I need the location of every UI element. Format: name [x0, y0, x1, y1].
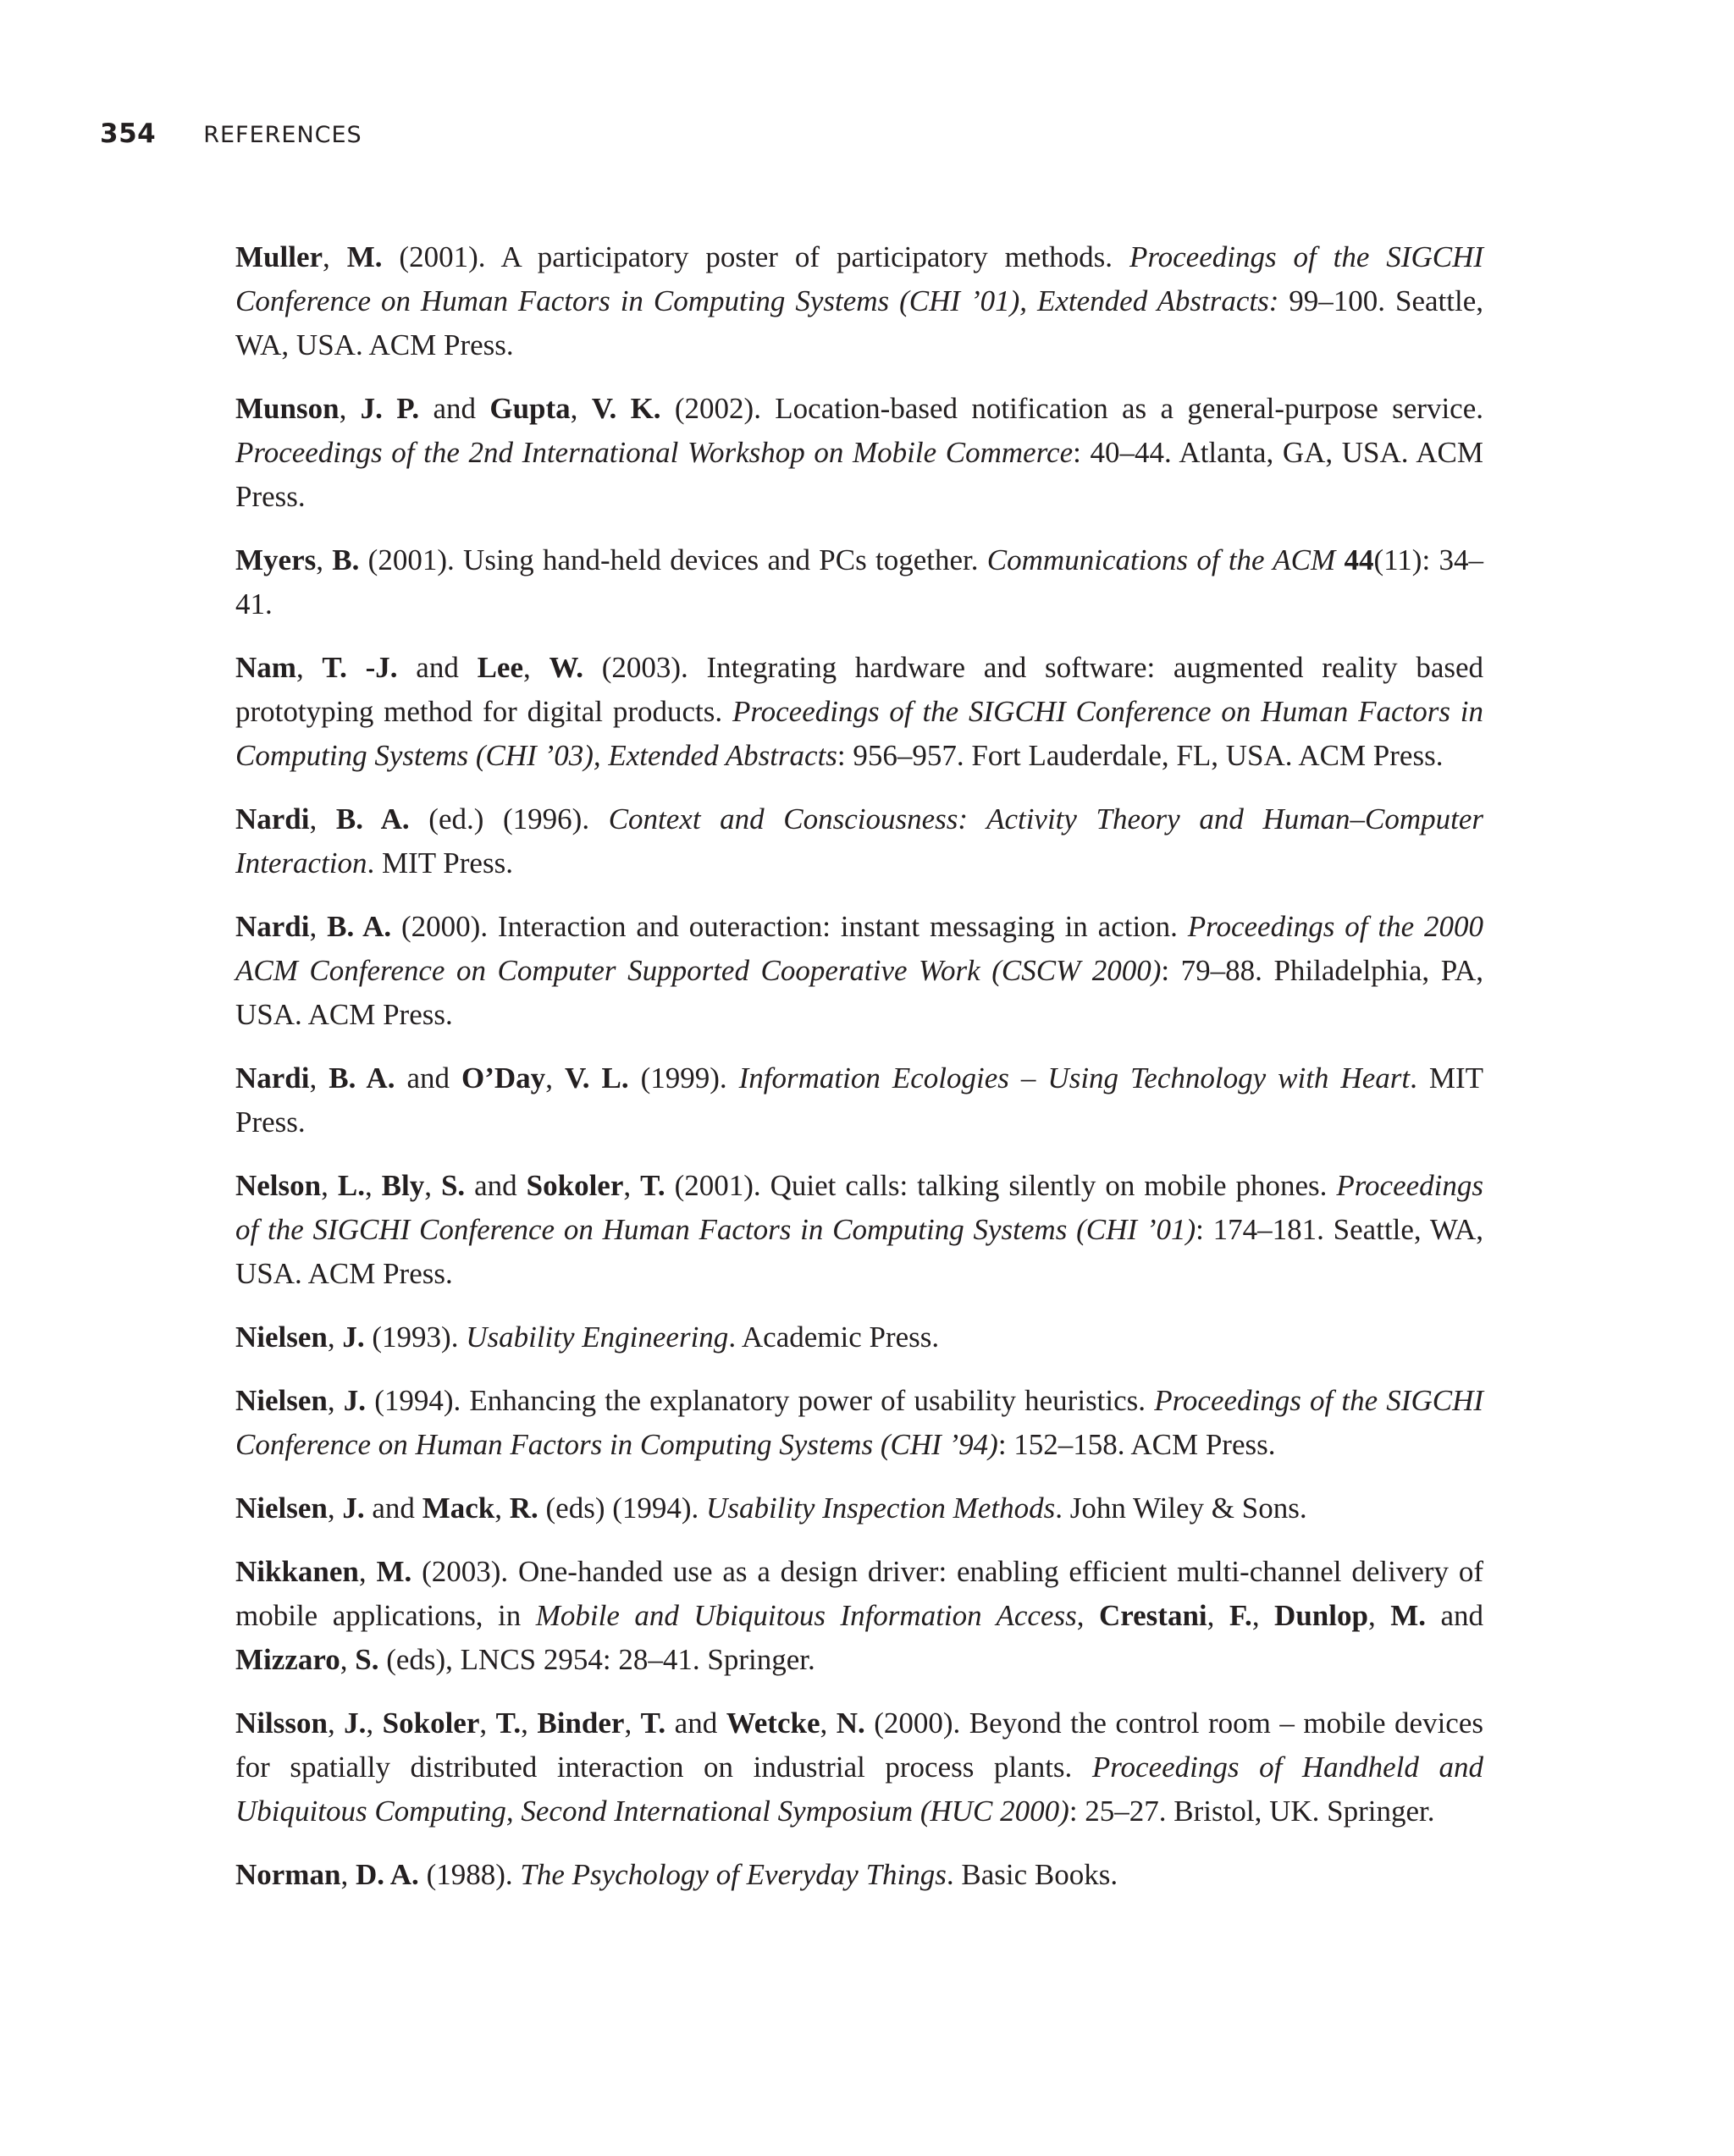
- reference-text: (2001). Using hand-held devices and PCs together.: [359, 543, 987, 576]
- reference-entry: [235, 1315, 1483, 1359]
- author-name: Munson: [235, 392, 340, 425]
- author-name: T. -J.: [322, 651, 398, 684]
- reference-text: : 956–957. Fort Lauderdale, FL, USA. ACM Press.: [837, 739, 1444, 772]
- author-name: J.: [342, 1321, 365, 1354]
- reference-text: ,: [316, 543, 333, 576]
- reference-text: (1988).: [418, 1858, 521, 1891]
- author-name: Myers: [235, 543, 317, 576]
- section-title: REFERENCES: [203, 122, 362, 148]
- reference-text: ,: [321, 1169, 338, 1202]
- author-name: Gupta: [489, 392, 571, 425]
- reference-entry: [235, 387, 1483, 519]
- author-name: Nardi: [235, 1061, 310, 1095]
- author-name: Nielsen: [235, 1492, 328, 1525]
- author-name: S.: [355, 1643, 379, 1676]
- author-name: R.: [509, 1492, 538, 1525]
- reference-entry: [235, 538, 1483, 626]
- author-name: Nikkanen: [235, 1555, 359, 1588]
- publication-title: Usability Inspection Methods: [706, 1492, 1056, 1525]
- reference-text: (1999).: [628, 1061, 739, 1095]
- publication-title: Context and Consciousness: Activity Theory and Human–Computer Interaction: [235, 802, 1484, 879]
- reference-text: ,: [339, 392, 361, 425]
- reference-text: [1335, 543, 1344, 576]
- reference-text: : 25–27. Bristol, UK. Springer.: [1069, 1795, 1435, 1828]
- reference-text: and: [465, 1169, 527, 1202]
- reference-text: ,: [309, 802, 336, 835]
- reference-text: ,: [327, 1707, 345, 1740]
- reference-list: [235, 235, 1483, 1916]
- reference-entry: [235, 1550, 1483, 1682]
- author-name: M.: [1390, 1599, 1426, 1632]
- reference-text: and: [419, 392, 490, 425]
- publication-title: Proceedings of the 2nd International Workshop on Mobile Commerce: [235, 436, 1074, 469]
- publication-title: Communications of the ACM: [986, 543, 1336, 576]
- publication-title: Usability Engineering: [466, 1321, 729, 1354]
- reference-entry: [235, 646, 1483, 778]
- reference-text: 99–100. Seattle, WA, USA. ACM Press.: [235, 284, 1483, 361]
- publication-title: Proceedings of the SIGCHI Conference on Human Factors in Computing Systems (CHI ’94): [235, 1384, 1484, 1461]
- reference-text: and: [665, 1707, 726, 1740]
- reference-text: ,: [309, 1061, 329, 1095]
- reference-text: ,: [295, 651, 323, 684]
- reference-text: ,: [323, 240, 347, 273]
- reference-text: ,: [309, 910, 328, 943]
- reference-text: : 79–88. Philadelphia, PA, USA. ACM Press.: [235, 954, 1484, 1031]
- reference-text: ,: [545, 1061, 565, 1095]
- reference-text: (2002). Location-based notification as a general-purpose service.: [660, 392, 1483, 425]
- reference-text: (2001). Quiet calls: talking silently on mobile phones.: [665, 1169, 1337, 1202]
- publication-title: Proceedings of the SIGCHI Conference on Human Factors in Computing Systems (CHI ’03), Extended Abstracts: [235, 695, 1484, 772]
- author-name: N.: [836, 1707, 865, 1740]
- author-name: D. A.: [355, 1858, 419, 1891]
- reference-text: . Academic Press.: [728, 1321, 940, 1354]
- publication-title: Information Ecologies – Using Technology with Heart: [738, 1061, 1411, 1095]
- author-name: T.: [640, 1169, 665, 1202]
- author-name: Binder: [537, 1707, 625, 1740]
- reference-text: (ed.) (1996).: [409, 802, 609, 835]
- reference-text: . John Wiley & Sons.: [1055, 1492, 1307, 1525]
- author-name: Sokoler: [526, 1169, 624, 1202]
- author-name: B. A.: [327, 910, 392, 943]
- reference-text: ,: [1076, 1599, 1099, 1632]
- author-name: Nilsson: [235, 1707, 328, 1740]
- running-head: [100, 119, 362, 159]
- reference-text: (2000). Interaction and outeraction: instant messaging in action.: [391, 910, 1188, 943]
- reference-text: ,: [522, 651, 549, 684]
- reference-text: and: [397, 651, 478, 684]
- author-name: Nielsen: [235, 1384, 328, 1417]
- reference-text: (2001). A participatory poster of participatory methods.: [382, 240, 1129, 273]
- author-name: V. K.: [591, 392, 661, 425]
- reference-text: (1994). Enhancing the explanatory power of usability heuristics.: [366, 1384, 1155, 1417]
- author-name: M.: [346, 240, 383, 273]
- reference-text: ,: [820, 1707, 837, 1740]
- reference-entry: [235, 1486, 1483, 1530]
- author-name: M.: [376, 1555, 412, 1588]
- author-name: 44: [1344, 543, 1374, 576]
- reference-entry: [235, 1701, 1483, 1833]
- reference-text: ,: [623, 1169, 641, 1202]
- reference-text: ,: [327, 1384, 344, 1417]
- author-name: S.: [440, 1169, 466, 1202]
- author-name: Norman: [235, 1858, 341, 1891]
- author-name: J. P.: [360, 392, 420, 425]
- author-name: Wetcke: [726, 1707, 820, 1740]
- reference-text: (11): 34–41.: [235, 543, 1483, 620]
- publication-title: Proceedings of the SIGCHI Conference on Human Factors in Computing Systems (CHI ’01), Extended Abstracts:: [235, 240, 1484, 317]
- author-name: Dunlop: [1274, 1599, 1368, 1632]
- author-name: Mack: [422, 1492, 495, 1525]
- author-name: O’Day: [461, 1061, 546, 1095]
- reference-text: ,: [1251, 1599, 1275, 1632]
- reference-text: and: [1425, 1599, 1484, 1632]
- reference-text: . MIT Press.: [235, 1061, 1484, 1139]
- author-name: Sokoler: [382, 1707, 480, 1740]
- author-name: B. A.: [335, 802, 410, 835]
- reference-text: ,: [340, 1858, 356, 1891]
- author-name: W.: [549, 651, 584, 684]
- author-name: B.: [332, 543, 360, 576]
- reference-entry: [235, 905, 1483, 1037]
- author-name: Bly: [381, 1169, 425, 1202]
- reference-text: ,: [340, 1643, 356, 1676]
- reference-text: (1993).: [364, 1321, 467, 1354]
- author-name: F.: [1229, 1599, 1252, 1632]
- reference-text: ,: [1207, 1599, 1229, 1632]
- author-name: J.: [343, 1384, 367, 1417]
- reference-text: (eds), LNCS 2954: 28–41. Springer.: [378, 1643, 815, 1676]
- reference-text: . Basic Books.: [946, 1858, 1118, 1891]
- author-name: J.: [342, 1492, 365, 1525]
- reference-text: (2000). Beyond the control room – mobile devices for spatially distributed interaction on industrial process plants.: [235, 1707, 1483, 1784]
- author-name: Nam: [235, 651, 296, 684]
- reference-text: ,: [364, 1169, 382, 1202]
- reference-text: ,: [424, 1169, 441, 1202]
- reference-text: (2003). One-handed use as a design driver: enabling efficient multi-channel delivery of mobile applications, in: [235, 1555, 1483, 1632]
- author-name: Nelson: [235, 1169, 322, 1202]
- author-name: V. L.: [564, 1061, 629, 1095]
- reference-entry: [235, 1164, 1483, 1296]
- reference-entry: [235, 235, 1483, 367]
- author-name: Nardi: [235, 910, 310, 943]
- author-name: T.: [495, 1707, 522, 1740]
- author-name: J.: [344, 1707, 367, 1740]
- reference-text: ,: [494, 1492, 510, 1525]
- publication-title: Proceedings of Handheld and Ubiquitous Computing, Second International Symposium (HUC 2000): [235, 1751, 1483, 1828]
- reference-entry: [235, 1853, 1483, 1897]
- publication-title: Mobile and Ubiquitous Information Access: [535, 1599, 1077, 1632]
- page-number: 354: [100, 119, 157, 149]
- reference-text: ,: [570, 392, 592, 425]
- reference-text: ,: [624, 1707, 641, 1740]
- author-name: Nielsen: [235, 1321, 328, 1354]
- reference-entry: [235, 797, 1483, 885]
- author-name: Nardi: [235, 802, 310, 835]
- reference-text: ,: [479, 1707, 496, 1740]
- reference-text: ,: [1367, 1599, 1391, 1632]
- reference-text: (eds) (1994).: [538, 1492, 707, 1525]
- reference-text: and: [364, 1492, 422, 1525]
- author-name: Crestani: [1098, 1599, 1207, 1632]
- reference-text: and: [395, 1061, 462, 1095]
- reference-text: ,: [327, 1321, 343, 1354]
- author-name: Lee: [477, 651, 523, 684]
- reference-text: (2003). Integrating hardware and software: augmented reality based prototyping method for digital products.: [235, 651, 1484, 728]
- reference-text: . MIT Press.: [367, 846, 513, 879]
- publication-title: The Psychology of Everyday Things: [520, 1858, 947, 1891]
- reference-entry: [235, 1379, 1483, 1467]
- author-name: L.: [337, 1169, 365, 1202]
- author-name: Muller: [235, 240, 323, 273]
- reference-text: : 40–44. Atlanta, GA, USA. ACM Press.: [235, 436, 1483, 513]
- author-name: B. A.: [329, 1061, 395, 1095]
- reference-text: ,: [327, 1492, 343, 1525]
- reference-text: ,: [366, 1707, 383, 1740]
- author-name: T.: [640, 1707, 666, 1740]
- publication-title: Proceedings of the 2000 ACM Conference on Computer Supported Cooperative Work (CSCW 2000): [235, 910, 1483, 987]
- author-name: Mizzaro: [235, 1643, 340, 1676]
- reference-text: : 152–158. ACM Press.: [997, 1428, 1276, 1461]
- reference-entry: [235, 1056, 1483, 1144]
- reference-text: ,: [521, 1707, 538, 1740]
- publication-title: Proceedings of the SIGCHI Conference on Human Factors in Computing Systems (CHI ’01): [235, 1169, 1483, 1246]
- reference-text: ,: [358, 1555, 377, 1588]
- reference-text: : 174–181. Seattle, WA, USA. ACM Press.: [235, 1213, 1484, 1290]
